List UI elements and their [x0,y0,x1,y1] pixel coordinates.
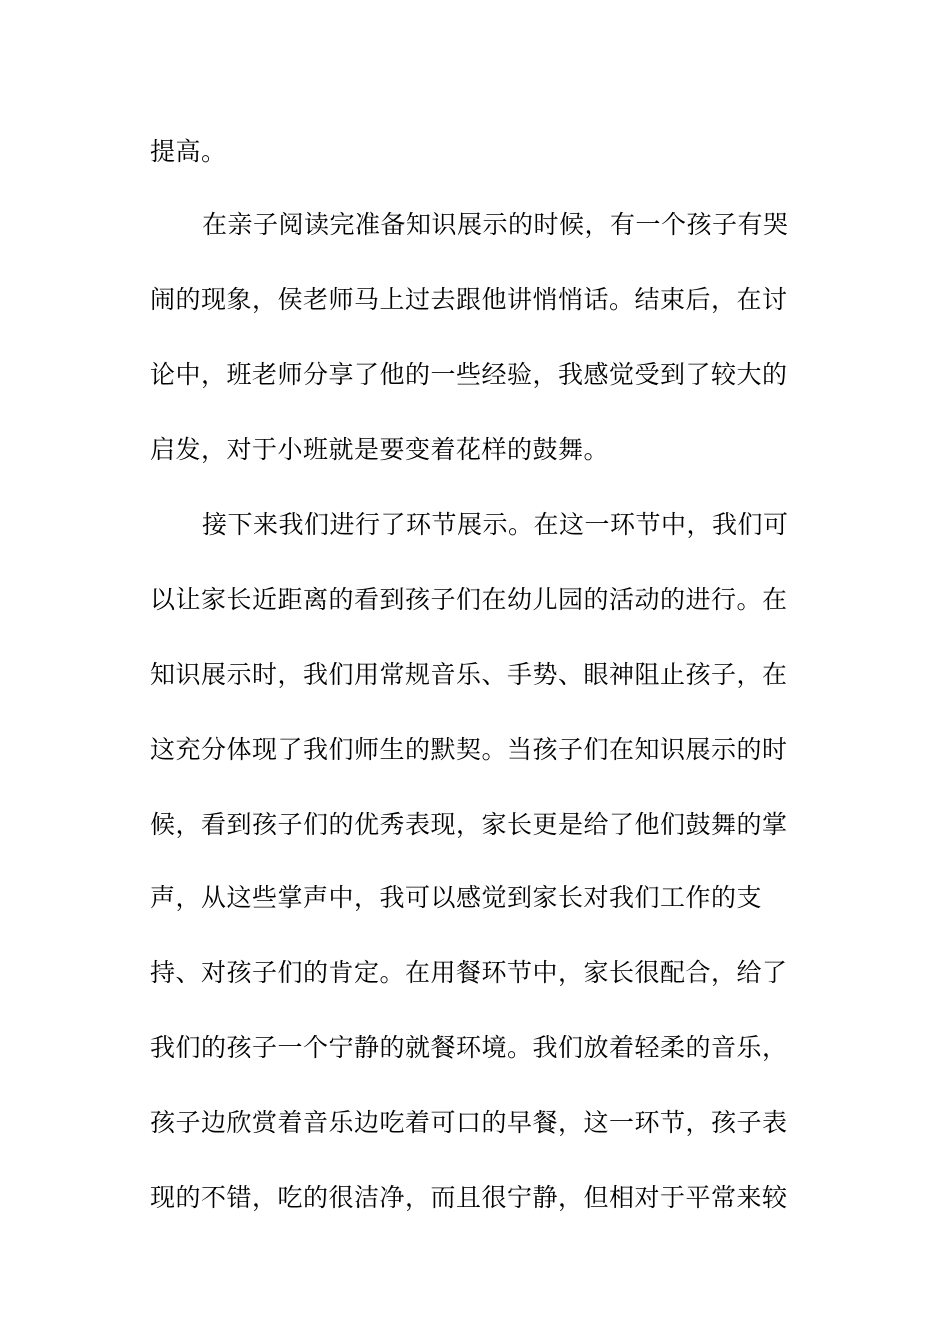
text-line: 闹的现象，侯老师马上过去跟他讲悄悄话。结束后，在讨 [150,285,788,314]
text-line: 以让家长近距离的看到孩子们在幼儿园的活动的进行。在 [150,585,788,614]
text-line: 我们的孩子一个宁静的就餐环境。我们放着轻柔的音乐， [150,1033,788,1062]
text-line: 启发，对于小班就是要变着花样的鼓舞。 [150,435,610,464]
paragraph-first-line: 在亲子阅读完准备知识展示的时候，有一个孩子有哭 [202,210,789,239]
text-line: 持、对孩子们的肯定。在用餐环节中，家长很配合，给了 [150,958,788,987]
text-line: 论中，班老师分享了他的一些经验，我感觉受到了较大的 [150,360,788,389]
text-line: 知识展示时，我们用常规音乐、手势、眼神阻止孩子，在 [150,660,788,689]
paragraph-first-line: 接下来我们进行了环节展示。在这一环节中，我们可 [202,510,789,539]
text-line: 现的不错，吃的很洁净，而且很宁静，但相对于平常来较 [150,1183,788,1212]
text-line: 孩子边欣赏着音乐边吃着可口的早餐，这一环节，孩子表 [150,1108,788,1137]
text-line: 提高。 [150,137,227,166]
text-line: 声，从这些掌声中，我可以感觉到家长对我们工作的支 [150,883,763,912]
text-line: 候，看到孩子们的优秀表现，家长更是给了他们鼓舞的掌 [150,810,788,839]
text-line: 这充分体现了我们师生的默契。当孩子们在知识展示的时 [150,735,788,764]
